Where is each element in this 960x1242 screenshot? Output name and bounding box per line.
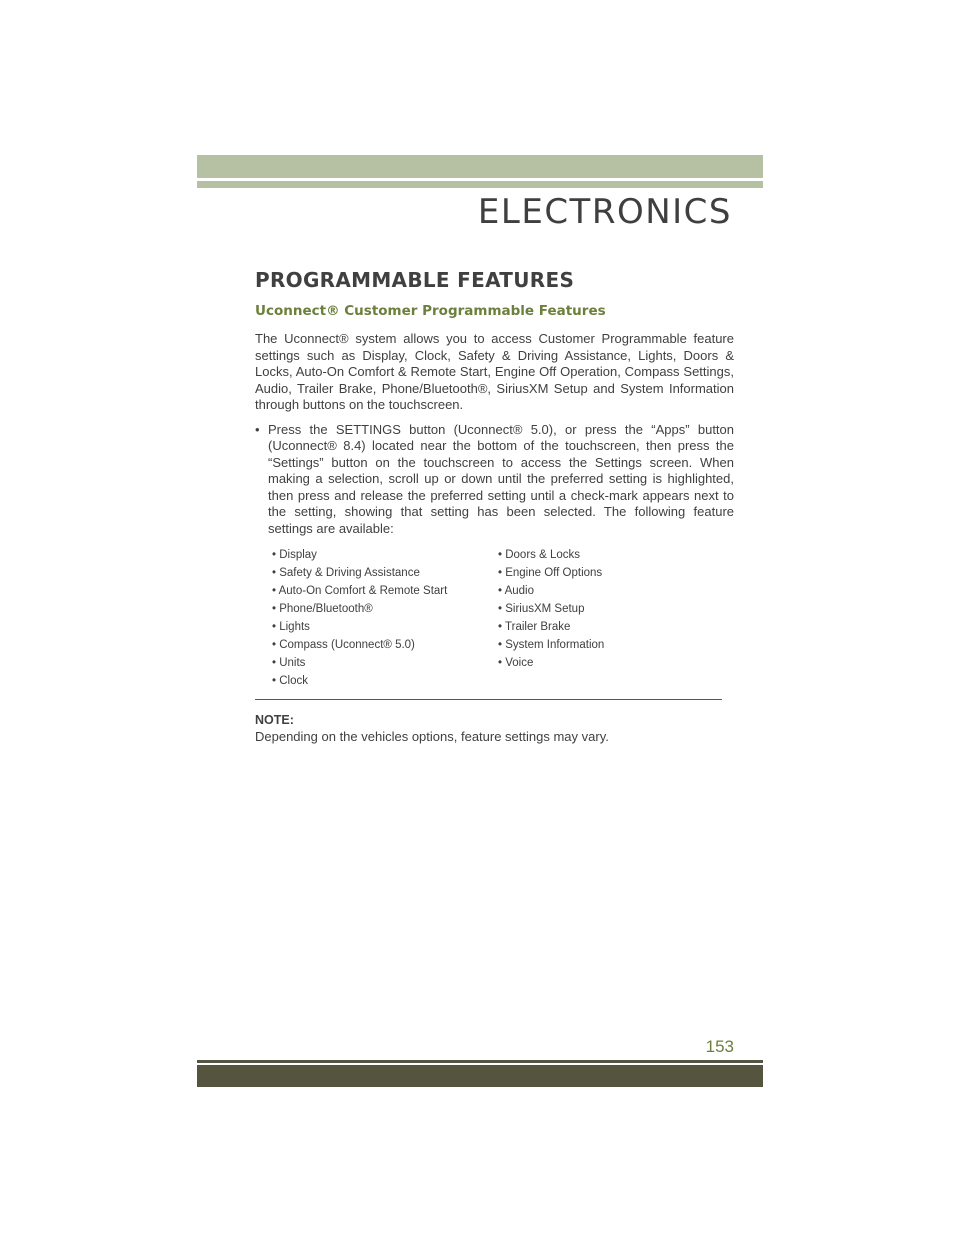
feature-item: • Lights <box>272 621 310 633</box>
header-rule <box>197 181 763 188</box>
feature-item: • Display <box>272 549 317 561</box>
intro-paragraph: The Uconnect® system allows you to access Customer Programmable feature settings such as Display, Clock, Safety & Driving Assistance, Lights, Doors & Locks, Auto-On Comfort & Remote Start, Engine Off Operation, Compass Settings, Audio, Trailer Brake, Phone/Bluetooth®, SiriusXM Setup and System Information through buttons on the touchscreen. <box>255 331 734 412</box>
divider <box>255 699 722 700</box>
subheading: Uconnect® Customer Programmable Features <box>255 303 606 319</box>
feature-item: • Phone/Bluetooth® <box>272 603 373 615</box>
feature-item: • Audio <box>498 585 534 597</box>
instruction-text: Press the SETTINGS button (Uconnect® 5.0), or press the “Apps” button (Uconnect® 8.4) located near the bottom of the touchscreen, then press the “Settings” button on the touchscreen to access the Settings screen. When making a selection, scroll up or down until the preferred setting is highlighted, then press and release the preferred setting until a check-mark appears next to the setting, showing that setting has been selected. The following feature settings are available: <box>268 421 734 536</box>
feature-item: • Voice <box>498 657 534 669</box>
bullet-dot: • <box>255 421 260 437</box>
footer-band <box>197 1065 763 1087</box>
note-text: Depending on the vehicles options, feature settings may vary. <box>255 729 609 744</box>
feature-item: • SiriusXM Setup <box>498 603 585 615</box>
feature-item: • Safety & Driving Assistance <box>272 567 420 579</box>
instruction-bullet <box>255 422 734 538</box>
feature-item: • Engine Off Options <box>498 567 603 579</box>
header-band <box>197 155 763 178</box>
footer-rule <box>197 1060 763 1063</box>
feature-item: • Compass (Uconnect® 5.0) <box>272 639 415 651</box>
note-label: NOTE: <box>255 713 294 727</box>
feature-item: • Units <box>272 657 306 669</box>
feature-item: • Clock <box>272 675 308 687</box>
section-title: ELECTRONICS <box>477 192 732 232</box>
page-content <box>255 268 734 744</box>
page-heading: PROGRAMMABLE FEATURES <box>255 268 575 292</box>
feature-item: • Trailer Brake <box>498 621 571 633</box>
feature-item: • Doors & Locks <box>498 549 580 561</box>
page-number: 153 <box>705 1037 734 1056</box>
feature-item: • Auto-On Comfort & Remote Start <box>272 585 448 597</box>
feature-list <box>272 547 734 689</box>
feature-item: • System Information <box>498 639 605 651</box>
